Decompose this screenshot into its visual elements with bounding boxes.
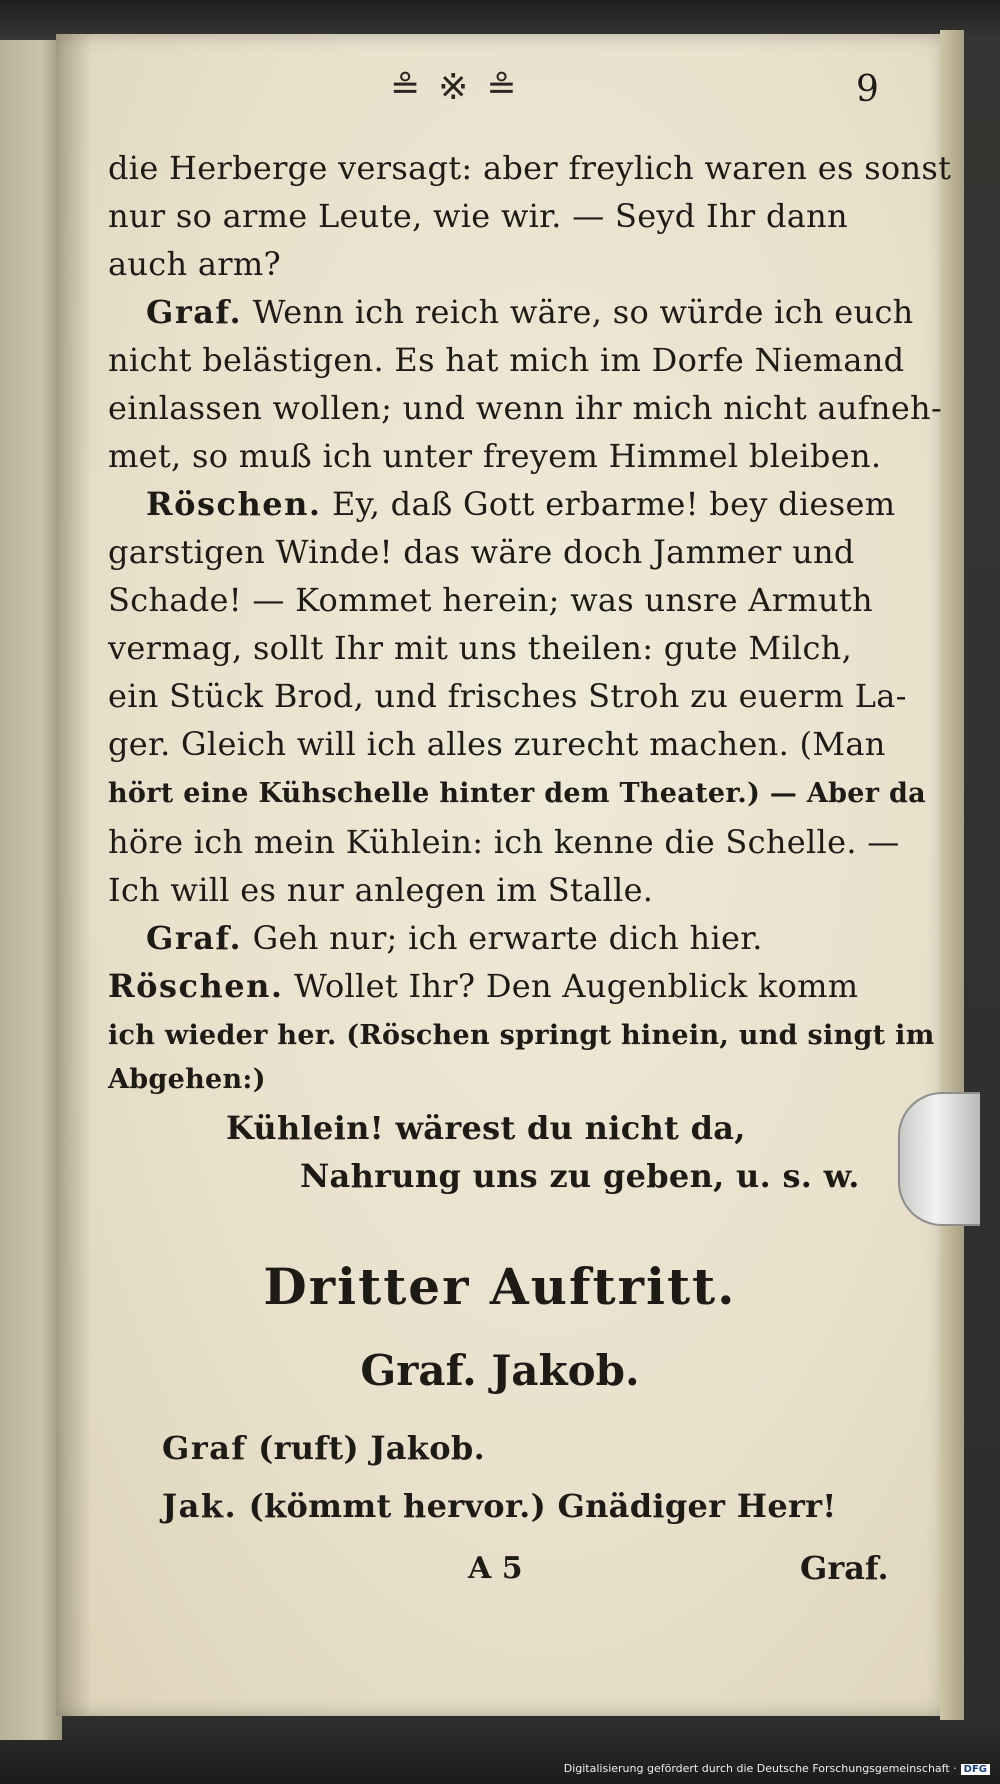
ornament-left: ≗ [390,67,439,108]
page-gutter-shadow [56,34,92,1716]
scene-characters: Graf. Jakob. [360,1346,640,1395]
text-line: nicht belästigen. Es hat mich im Dorfe Niemand [108,341,905,379]
page-stack-edge [940,30,964,1720]
text-line: auch arm? [108,245,281,283]
signature-mark: A 5 [468,1551,523,1586]
song-line: Kühlein! wärest du nicht da, [226,1109,746,1147]
header-ornament [390,67,535,108]
catchword: Graf. [800,1549,889,1587]
speaker-name: Graf. [146,919,243,957]
page-number: 9 [856,69,879,110]
ornament-center: ※ [438,67,487,108]
dialogue-line: Graf. Geh nur; ich erwarte dich hier. [146,919,763,957]
text-line: met, so muß ich unter freyem Himmel bleiben. [108,437,882,475]
dfg-logo-icon: DFG [961,1764,990,1775]
text-line: nur so arme Leute, wie wir. — Seyd Ihr dann [108,197,848,235]
dialogue-line: Graf. Wenn ich reich wäre, so würde ich euch [146,293,914,331]
speaker-name: Graf. [146,293,243,331]
text-line: Schade! — Kommet herein; was unsre Armuth [108,581,873,619]
speaker-name: Röschen. [146,485,322,523]
stage-direction-line: Abgehen:) [108,1064,266,1095]
speaker-name: Jak. [162,1487,238,1525]
text-line: die Herberge versagt: aber freylich waren es sonst [108,149,952,187]
dialogue-line: Graf (ruft) Jakob. [162,1429,486,1467]
text-line: Ich will es nur anlegen im Stalle. [108,871,654,909]
speaker-name: Graf [162,1429,247,1467]
dialogue-line: Jak. (kömmt hervor.) Gnädiger Herr! [162,1487,837,1525]
speaker-name: Röschen. [108,967,284,1005]
scene-heading: Dritter Auftritt. [263,1257,737,1316]
text-line: ger. Gleich will ich alles zurecht machen. (Man [108,725,886,763]
dialogue-line: Röschen. Wollet Ihr? Den Augenblick komm [108,967,859,1005]
credit-text: Digitalisierung gefördert durch die Deutsche Forschungsgemeinschaft · [563,1762,957,1775]
digitization-credit [564,1762,990,1775]
stage-direction-line: ich wieder her. (Röschen springt hinein, und singt im [108,1020,935,1051]
text-line: garstigen Winde! das wäre doch Jammer und [108,533,855,571]
ornament-right: ≗ [486,67,535,108]
stage-direction-line: hört eine Kühschelle hinter dem Theater.) — Aber da [108,778,926,809]
text-line: vermag, sollt Ihr mit uns theilen: gute Milch, [108,629,853,667]
dialogue-line: Röschen. Ey, daß Gott erbarme! bey diesem [146,485,896,523]
text-line: höre ich mein Kühlein: ich kenne die Schelle. — [108,823,900,861]
text-line: einlassen wollen; und wenn ihr mich nicht aufneh- [108,389,943,427]
text-line: ein Stück Brod, und frisches Stroh zu euerm La- [108,677,907,715]
page-clip-icon [898,1092,980,1226]
song-line: Nahrung uns zu geben, u. s. w. [300,1157,860,1195]
previous-page-edge [0,40,62,1740]
